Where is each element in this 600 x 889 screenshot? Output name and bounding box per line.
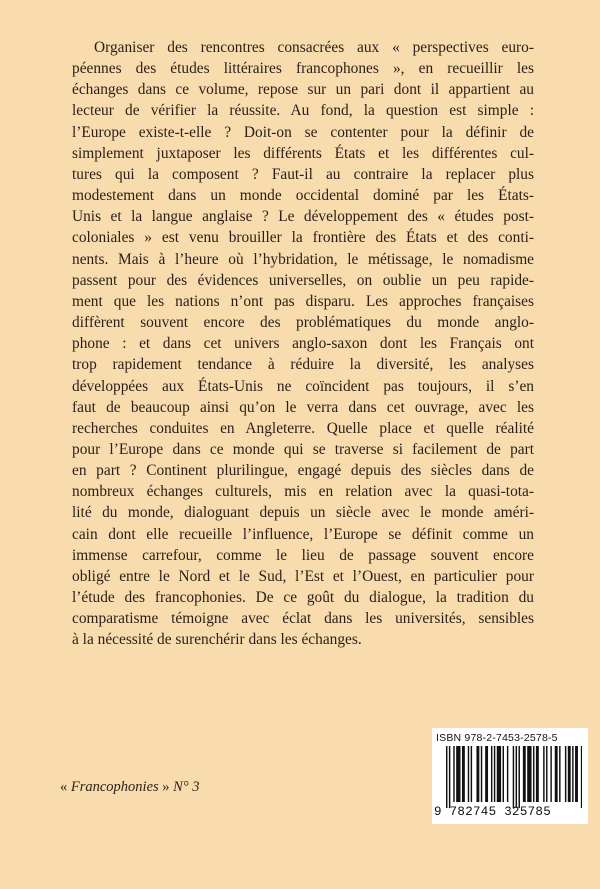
series-number: N° 3: [173, 779, 200, 795]
barcode-bar: [485, 746, 488, 802]
barcode-bar: [555, 746, 558, 802]
blurb-line: lité du monde, dialoguant depuis un siècle avec le monde améri-: [72, 504, 534, 522]
blurb-line: immense carrefour, comme le lieu de passage souvent encore: [72, 546, 534, 564]
blurb-line: pour l’Europe dans ce monde qui se traverse si facilement de part: [72, 440, 534, 458]
blurb-line: passent pour des évidences universelles, on oublie un peu rapide-: [72, 271, 534, 289]
blurb-line: ment que les nations n’ont pas disparu. Les approches françaises: [72, 292, 534, 310]
isbn-barcode: [432, 728, 588, 824]
blurb-line: l’étude des francophonies. De ce goût du dialogue, la tradition du: [72, 589, 534, 607]
barcode-digits: 9 782745 325785: [434, 805, 552, 819]
barcode-bar: [456, 746, 460, 802]
blurb-line: comparatisme témoigne avec éclat dans les universités, sensibles: [72, 610, 534, 628]
barcode-bar: [497, 746, 501, 802]
blurb-line: nombreux échanges culturels, mis en relation avec la quasi-tota-: [72, 483, 534, 501]
blurb-line: l’Europe existe-t-elle ? Doit-on se contenter pour la définir de: [72, 123, 534, 141]
blurb-line: Organiser des rencontres consacrées aux « perspectives euro-: [94, 39, 534, 56]
blurb-line: échanges dans ce volume, repose sur un pari dont il appartient au: [72, 81, 534, 99]
blurb-text: [72, 37, 534, 651]
series-open-quote: «: [60, 779, 71, 795]
blurb-line: nents. Mais à l’heure où l’hybridation, le métissage, le nomadisme: [72, 250, 534, 268]
barcode-bar: [491, 746, 492, 802]
barcode-bar: [575, 746, 578, 802]
barcode-bar: [513, 746, 514, 808]
barcode-bar: [507, 746, 508, 802]
blurb-line: tures qui la composent ? Faut-il au contraire la replacer plus: [72, 165, 534, 183]
barcode-bar: [503, 746, 504, 802]
blurb-line: trop rapidement tendance à réduire la diversité, les analyses: [72, 356, 534, 374]
blurb-line: développées aux États-Unis ne coïncident pas toujours, il s’en: [72, 377, 534, 395]
barcode-bar: [550, 746, 551, 802]
barcode-bar: [581, 746, 582, 808]
barcode-bar: [449, 746, 450, 808]
blurb-line: Unis et la langue anglaise ? Le développement des « études post-: [72, 208, 534, 226]
barcode-bar: [546, 746, 547, 802]
blurb-line: diffèrent souvent encore des problématiques du monde anglo-: [72, 314, 534, 332]
blurb-line: obligé entre le Nord et le Sud, l’Est et l’Ouest, en particulier pour: [72, 567, 534, 585]
blurb-line: recherches conduites en Angleterre. Quelle place et quelle réalité: [72, 419, 534, 437]
blurb-line: cain dont elle recueille l’influence, l’Europe se définit comme un: [72, 525, 534, 543]
blurb-line: à la nécessité de surenchérir dans les échanges.: [72, 631, 362, 649]
isbn-label: ISBN 978-2-7453-2578-5: [436, 732, 558, 744]
barcode-bar: [468, 746, 469, 802]
barcode-bar: [559, 746, 560, 802]
barcode-bar: [565, 746, 566, 802]
barcode-bar: [519, 746, 520, 808]
barcode-bar: [543, 746, 544, 802]
blurb-line: péennes des études littéraires francophones », en recueillir les: [72, 60, 534, 78]
barcode-bar: [527, 746, 531, 802]
barcode-bar: [476, 746, 479, 802]
blurb-line: en part ? Continent plurilingue, engagé depuis des siècles dans de: [72, 462, 534, 480]
barcode-bar: [471, 746, 472, 802]
series-name: Francophonies: [70, 779, 159, 795]
barcode-bar: [533, 746, 534, 802]
barcode-bar: [446, 746, 447, 808]
barcode-bar: [523, 746, 526, 802]
series-close-quote: »: [158, 779, 174, 795]
blurb-line: modestement dans un monde occidental dominé par les États-: [72, 187, 534, 205]
barcode-bar: [453, 746, 454, 802]
blurb-line: simplement juxtaposer les différents États et les différentes cul-: [72, 144, 534, 162]
barcode-bar: [481, 746, 482, 802]
barcode-bar: [572, 746, 573, 802]
blurb-line: coloniales » est venu brouiller la frontière des États et des conti-: [72, 229, 534, 247]
series-label: [60, 779, 200, 796]
barcode-bars: [446, 746, 582, 808]
blurb-line: faut de beaucoup ainsi qu’on le verra dans cet ouvrage, avec les: [72, 398, 534, 416]
barcode-bar: [462, 746, 465, 802]
blurb-line: phone : et dans cet univers anglo-saxon dont les Français ont: [72, 335, 534, 353]
barcode-bar: [494, 746, 495, 802]
barcode-bar: [536, 746, 539, 802]
blurb-line: lecteur de vérifier la réussite. Au fond, la question est simple :: [72, 102, 534, 120]
barcode-bar: [568, 746, 571, 802]
barcode-bar: [516, 746, 517, 808]
